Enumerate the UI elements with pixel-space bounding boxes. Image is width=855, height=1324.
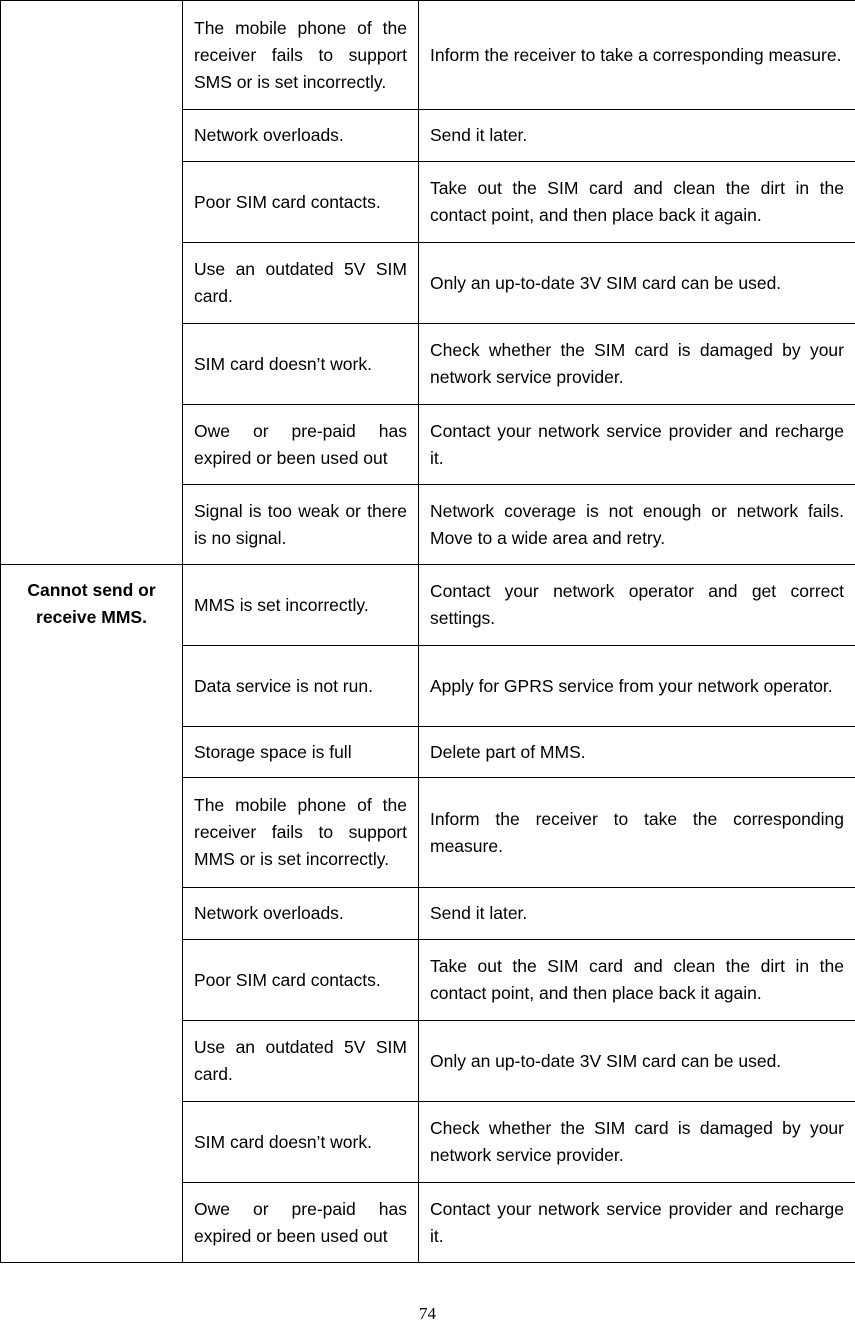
cause-cell: Network overloads. (183, 110, 419, 162)
cause-cell: Storage space is full (183, 727, 419, 778)
cause-cell: Owe or pre-paid has expired or been used out (183, 1183, 419, 1263)
cause-cell: SIM card doesn’t work. (183, 324, 419, 405)
solution-cell: Send it later. (419, 110, 855, 162)
cause-cell: Network overloads. (183, 888, 419, 940)
cause-cell: The mobile phone of the receiver fails to support SMS or is set incorrectly. (183, 1, 419, 110)
solution-cell: Only an up-to-date 3V SIM card can be used. (419, 243, 855, 324)
solution-cell: Take out the SIM card and clean the dirt in the contact point, and then place back it again. (419, 940, 855, 1021)
solution-cell: Network coverage is not enough or network fails. Move to a wide area and retry. (419, 485, 855, 565)
table-row (1, 565, 855, 646)
solution-cell: Contact your network service provider and recharge it. (419, 1183, 855, 1263)
solution-cell: Send it later. (419, 888, 855, 940)
solution-cell: Inform the receiver to take the corresponding measure. (419, 778, 855, 888)
solution-cell: Apply for GPRS service from your network operator. (419, 646, 855, 727)
solution-cell: Inform the receiver to take a corresponding measure. (419, 1, 855, 110)
problem-cell-mms: Cannot send or receive MMS. (1, 565, 183, 1263)
cause-cell: Signal is too weak or there is no signal. (183, 485, 419, 565)
solution-cell: Contact your network operator and get correct settings. (419, 565, 855, 646)
solution-cell: Contact your network service provider and recharge it. (419, 405, 855, 485)
cause-cell: Use an outdated 5V SIM card. (183, 1021, 419, 1102)
solution-cell: Check whether the SIM card is damaged by your network service provider. (419, 1102, 855, 1183)
cause-cell: MMS is set incorrectly. (183, 565, 419, 646)
cause-cell: Use an outdated 5V SIM card. (183, 243, 419, 324)
cause-cell: SIM card doesn’t work. (183, 1102, 419, 1183)
cause-cell: The mobile phone of the receiver fails to support MMS or is set incorrectly. (183, 778, 419, 888)
cause-cell: Poor SIM card contacts. (183, 162, 419, 243)
solution-cell: Delete part of MMS. (419, 727, 855, 778)
cause-cell: Poor SIM card contacts. (183, 940, 419, 1021)
problem-cell-sms (1, 1, 183, 565)
solution-cell: Check whether the SIM card is damaged by your network service provider. (419, 324, 855, 405)
solution-cell: Take out the SIM card and clean the dirt in the contact point, and then place back it again. (419, 162, 855, 243)
solution-cell: Only an up-to-date 3V SIM card can be used. (419, 1021, 855, 1102)
table-row (1, 1, 855, 110)
cause-cell: Data service is not run. (183, 646, 419, 727)
page-number: 74 (419, 1304, 436, 1323)
cause-cell: Owe or pre-paid has expired or been used out (183, 405, 419, 485)
